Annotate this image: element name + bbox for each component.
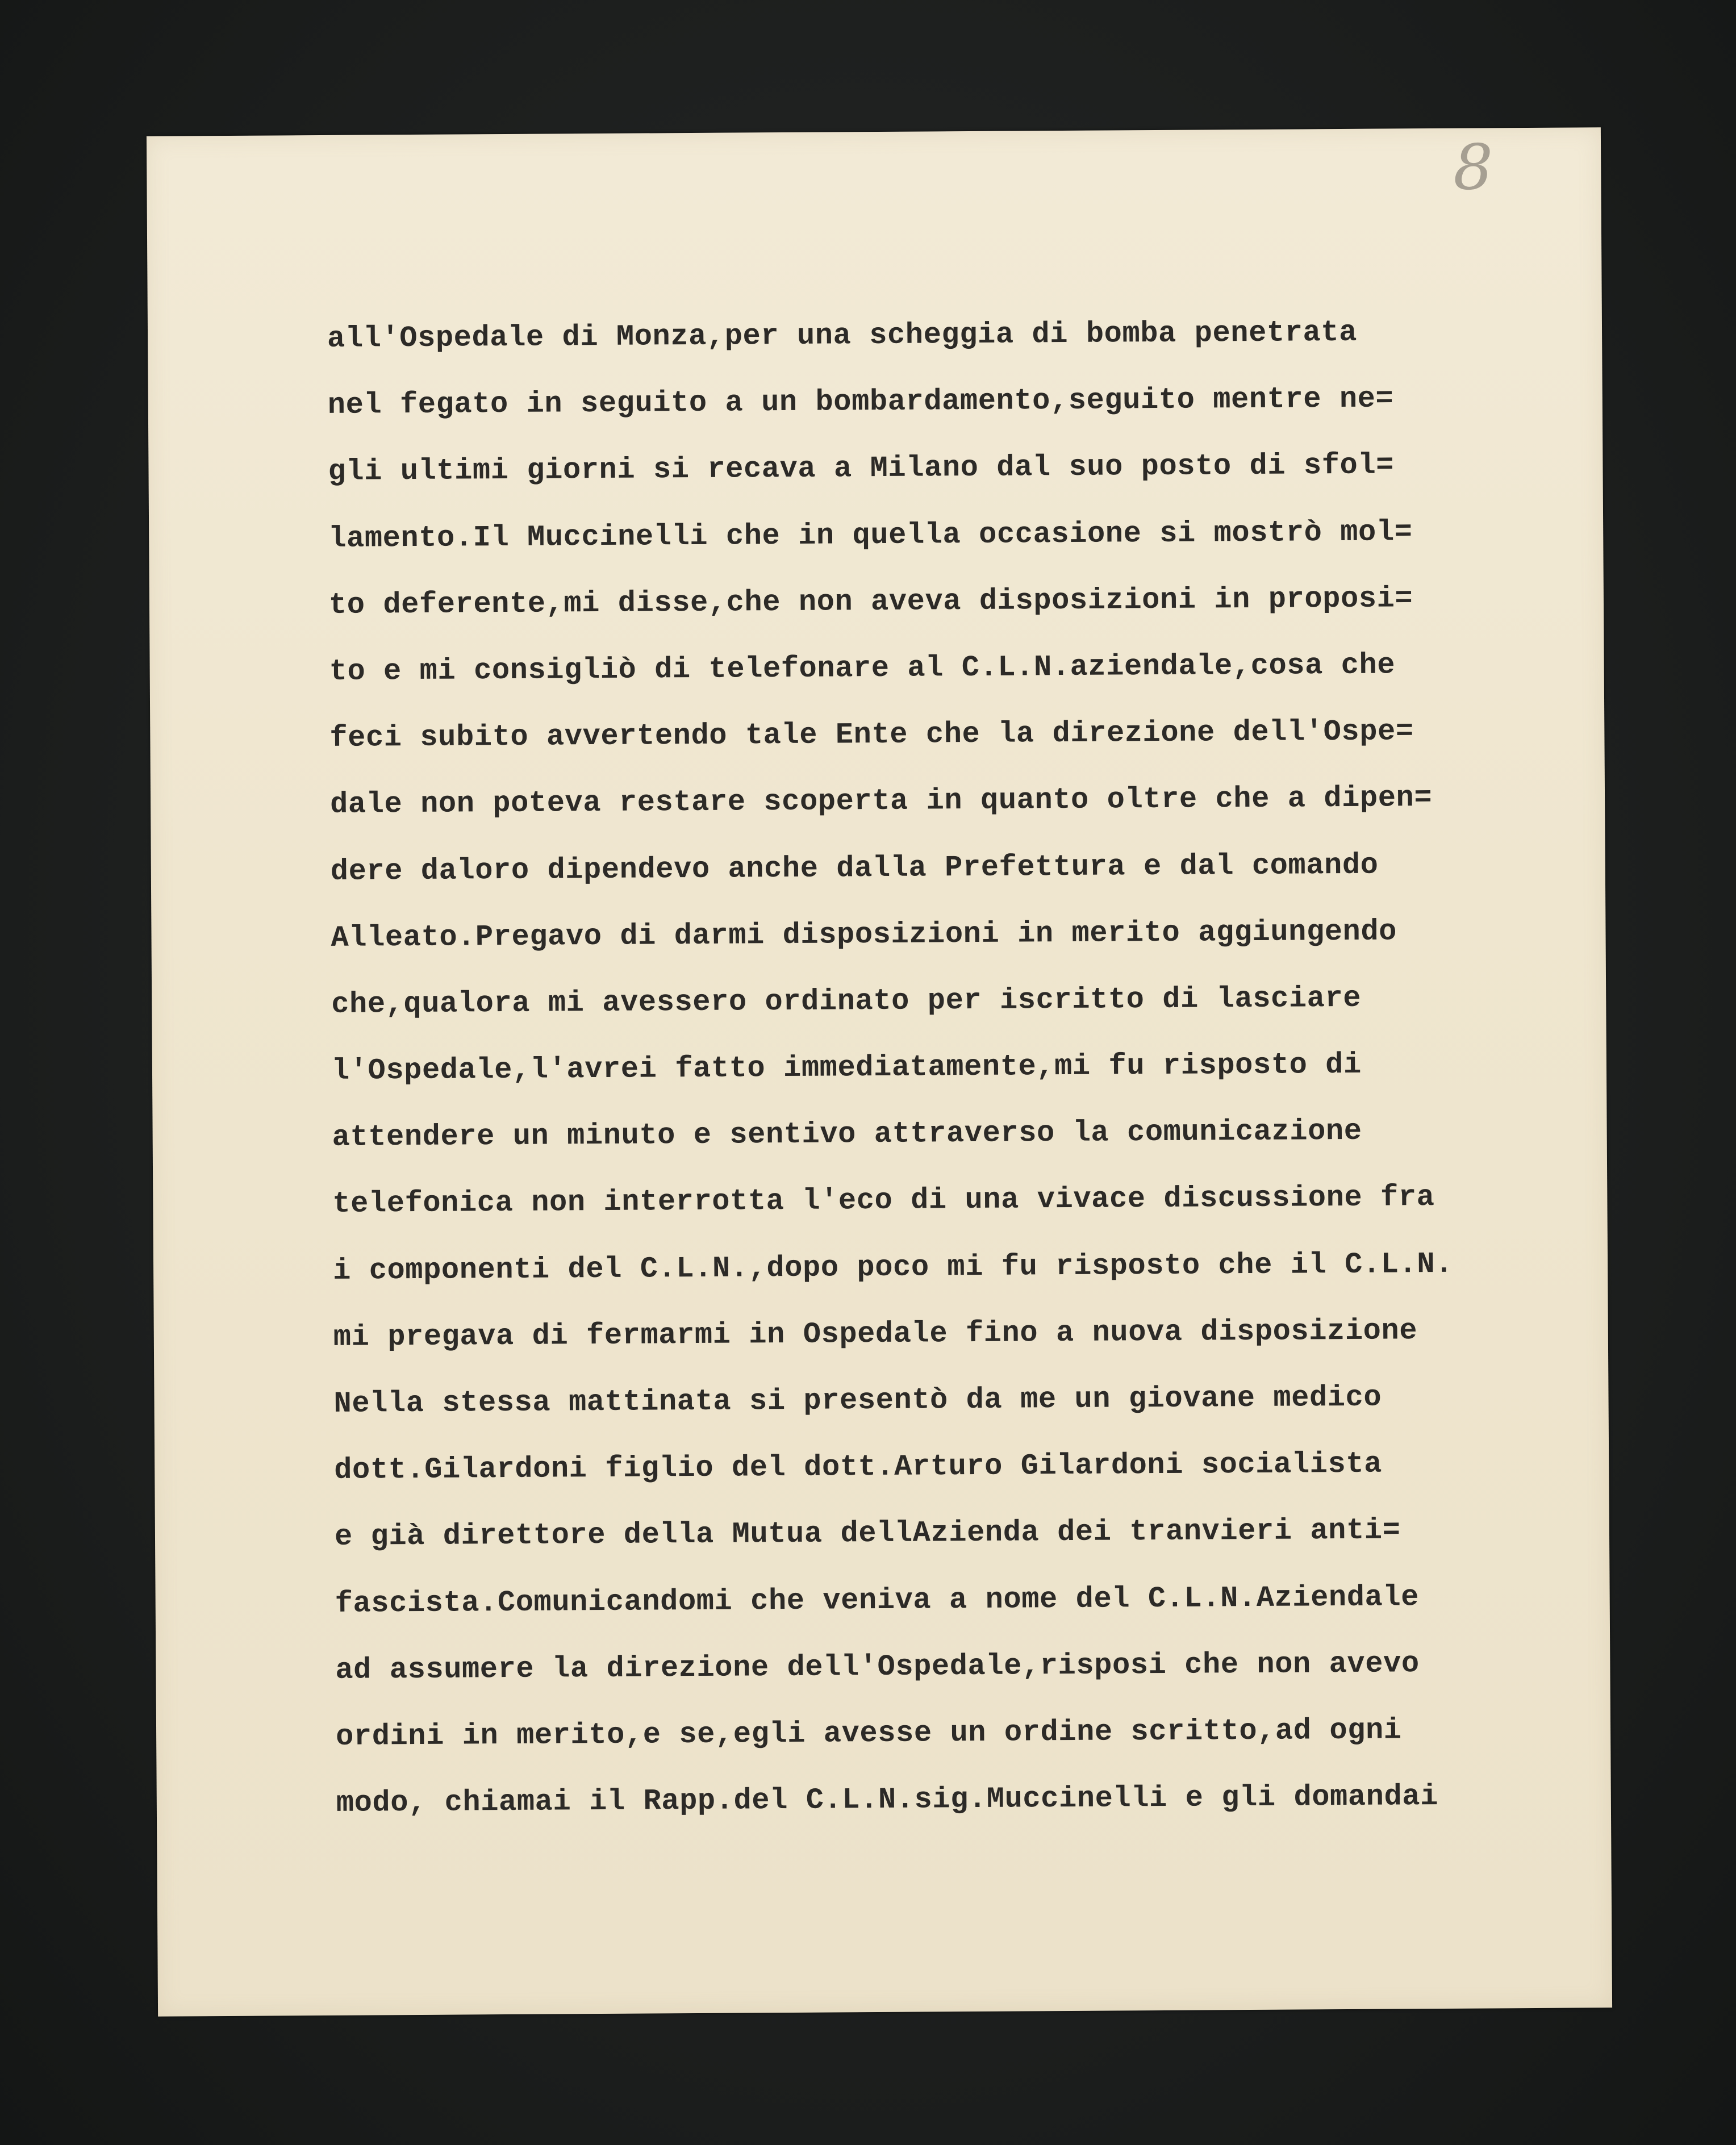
- text-line: to e mi consigliò di telefonare al C.L.N.aziendale,cosa che: [329, 648, 1396, 688]
- text-line: dale non poteva restare scoperta in quanto oltre che a dipen=: [329, 781, 1433, 822]
- text-line: dott.Gilardoni figlio del dott.Arturo Gilardoni socialista: [334, 1447, 1383, 1488]
- text-line: i componenti del C.L.N.,dopo poco mi fu risposto che il C.L.N.: [332, 1247, 1454, 1288]
- text-line: fascista.Comunicandomi che veniva a nome del C.L.N.Aziendale: [335, 1580, 1420, 1621]
- text-line: gli ultimi giorni si recava a Milano dal suo posto di sfol=: [328, 448, 1395, 489]
- text-line: attendere un minuto e sentivo attraverso la comunicazione: [332, 1115, 1362, 1155]
- text-line: ad assumere la direzione dell'Ospedale,risposi che non avevo: [335, 1646, 1420, 1687]
- text-line: mi pregava di fermarmi in Ospedale fino a nuova disposizione: [333, 1314, 1418, 1354]
- text-line: e già direttore della Mutua dellAzienda dei tranvieri anti=: [334, 1513, 1401, 1554]
- text-line: ordini in merito,e se,egli avesse un ordine scritto,ad ogni: [335, 1713, 1402, 1754]
- text-line: feci subito avvertendo tale Ente che la direzione dell'Ospe=: [329, 715, 1414, 756]
- typed-text-body: [327, 298, 1563, 1837]
- text-line: to deferente,mi disse,che non aveva disposizioni in proposi=: [328, 581, 1413, 622]
- text-line: modo, chiamai il Rapp.del C.L.N.sig.Muccinelli e gli domandai: [336, 1780, 1439, 1820]
- text-line: Nella stessa mattinata si presentò da me un giovane medico: [333, 1380, 1382, 1421]
- text-line: telefonica non interrotta l'eco di una vivace discussione fra: [332, 1180, 1435, 1221]
- typewritten-page: [147, 127, 1612, 2017]
- text-line: all'Ospedale di Monza,per una scheggia di bomba penetrata: [327, 315, 1358, 356]
- text-line: l'Ospedale,l'avrei fatto immediatamente,mi fu risposto di: [331, 1048, 1362, 1088]
- text-line: che,qualora mi avessero ordinato per iscritto di lasciare: [331, 981, 1362, 1021]
- page-number: 8: [1453, 131, 1493, 204]
- text-line: dere daloro dipendevo anche dalla Prefettura e dal comando: [330, 848, 1379, 888]
- text-line: nel fegato in seguito a un bombardamento,seguito mentre ne=: [327, 382, 1394, 423]
- text-line: lamento.Il Muccinelli che in quella occasione si mostrò mol=: [328, 515, 1413, 556]
- text-line: Alleato.Pregavo di darmi disposizioni in merito aggiungendo: [331, 915, 1397, 955]
